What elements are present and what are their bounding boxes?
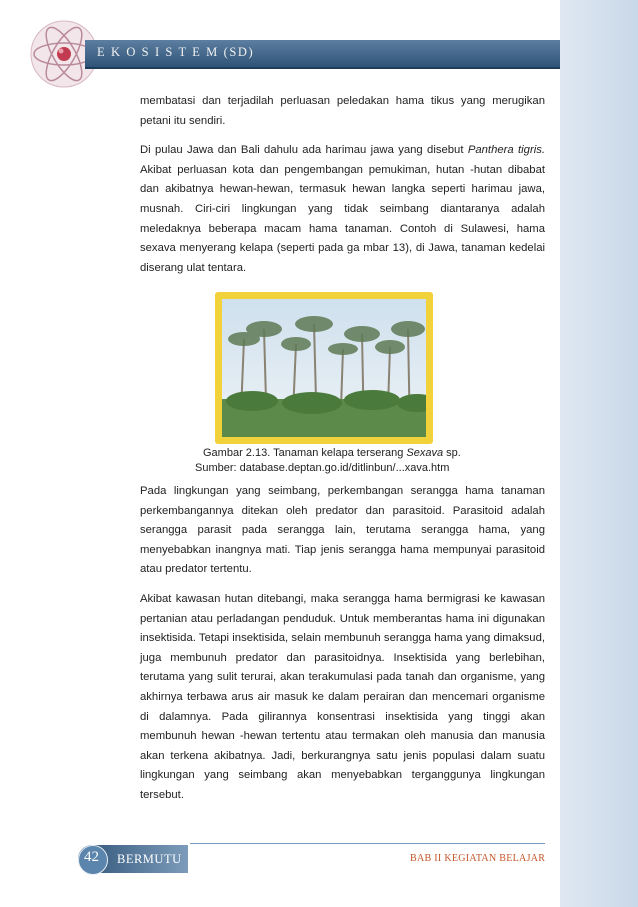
paragraph-1: membatasi dan terjadilah perluasan peledakan hama tikus yang merugikan petani itu sendiri. (140, 95, 545, 127)
body-text-bottom (140, 482, 545, 816)
caption-source: Sumber: database.deptan.go.id/ditlinbun/...xava.htm (195, 462, 450, 474)
figure-caption (140, 446, 545, 476)
paragraph-4: Akibat kawasan hutan ditebangi, maka serangga hama bermigrasi ke kawasan pertanian atau perladangan penduduk. Untuk memberantas hama ini digunakan insektisida. Tetapi insektisida, selain membunuh serangga hama yang dimaksud, juga membunuh predator dan parasitoidnya. Insektisida yang berlebihan, terutama yang sulit terurai, akan terakumulasi pada tanah dan organisme, yang akhirnya terbawa arus air masuk ke dalam perairan dan mencemari organisme di dalamnya. Pada gilirannya konsentrasi insektisida yang tinggi akan membunuh hewan -hewan tertentu atau termakan oleh manusia dan manusia akan terkena akibatnya. Jadi, berkurangnya satu jenis populasi dalam suatu lingkungan yang seimbang akan menyebabkan terganggunya lingkungan tersebut. (140, 592, 545, 801)
footer-rule (190, 843, 545, 844)
footer-brand: BERMUTU (117, 852, 182, 866)
right-sidebar-band (560, 0, 638, 907)
body-text-top (140, 92, 545, 288)
coconut-palm-photo (215, 292, 433, 444)
header-title: E K O S I S T E M (SD) (97, 45, 255, 59)
footer-chapter: BAB II KEGIATAN BELAJAR (410, 853, 546, 864)
caption-title: Gambar 2.13. Tanaman kelapa terserang Sexava sp. (203, 447, 461, 459)
species-name: Panthera tigris. (467, 144, 546, 157)
paragraph-2: Di pulau Jawa dan Bali dahulu ada harimau jawa yang disebut Panthera tigris. Akibat perluasan kota dan pengembangan pemukiman, hutan -hutan dibabat dan akibatnya hewan-hewan, termasuk hewan langka seperti harimau jawa, musnah. Ciri-ciri lingkungan yang tidak seimbang diantaranya adalah meledaknya beberapa macam hama tanaman. Contoh di Sulawesi, hama sexava menyerang kelapa (seperti pada ga mbar 13), di Jawa, tanaman kedelai diserang ulat tentara. (140, 144, 546, 274)
paragraph-3: Pada lingkungan yang seimbang, perkembangan serangga hama tanaman perkembangannya ditekan oleh predator dan parasitoid. Parasitoid adalah serangga parasit pada serangga lain, terutama serangga hama, yang menyebabkan inangnya mati. Tiap jenis serangga hama mempunyai parasitoid atau predator tertentu. (140, 485, 545, 576)
palm-trees-illustration (222, 299, 426, 437)
page-number: 42 (84, 849, 99, 865)
